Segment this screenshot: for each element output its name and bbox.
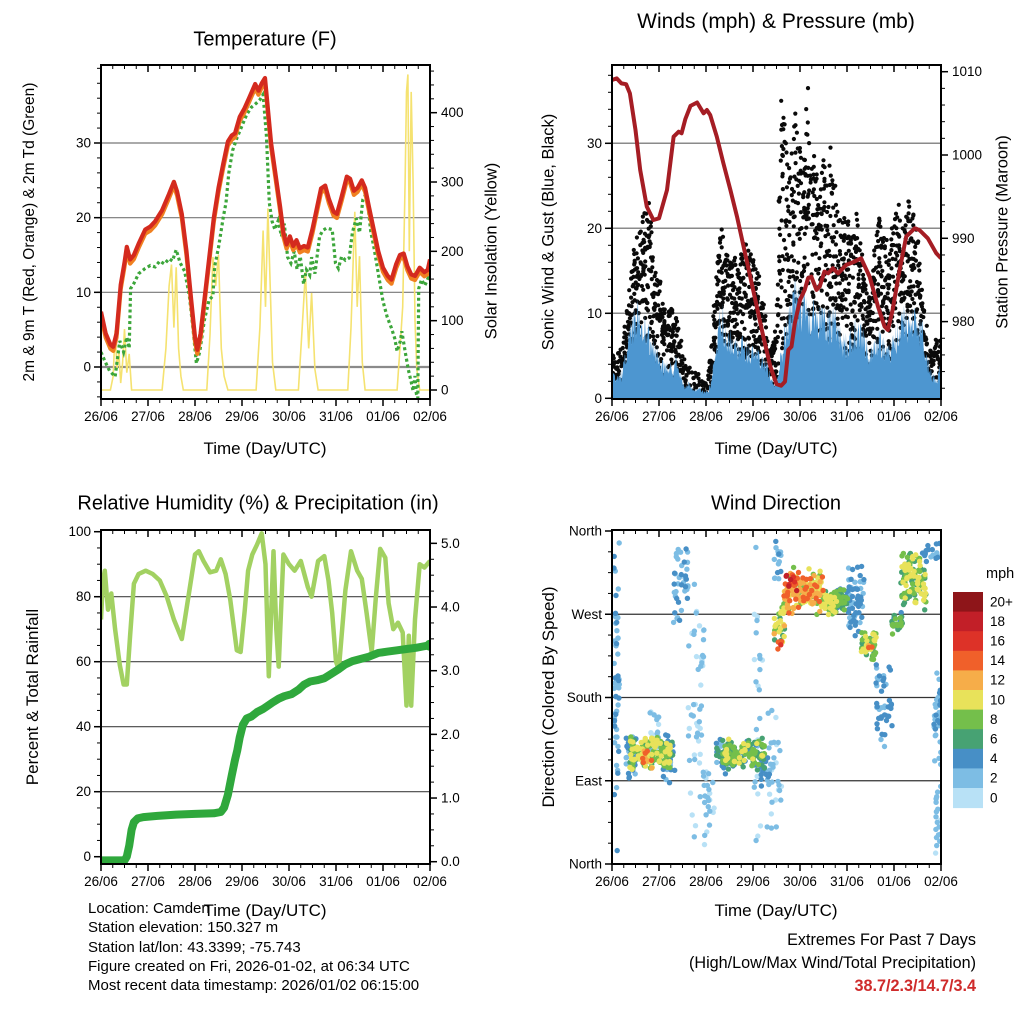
winds-y-axis-label-left: Sonic Wind & Gust (Blue, Black) <box>539 113 558 351</box>
extremes-title: Extremes For Past 7 Days <box>787 931 976 949</box>
svg-text:30/06: 30/06 <box>783 874 817 889</box>
svg-text:28/06: 28/06 <box>178 874 212 889</box>
svg-text:30: 30 <box>75 135 91 151</box>
svg-text:26/06: 26/06 <box>595 874 629 889</box>
svg-text:28/06: 28/06 <box>689 409 723 424</box>
svg-text:East: East <box>574 773 602 789</box>
colorbar-units-label: mph <box>986 566 1015 582</box>
svg-text:02/06: 02/06 <box>413 409 447 424</box>
svg-text:100: 100 <box>68 524 91 540</box>
svg-text:40: 40 <box>75 719 91 735</box>
svg-text:0: 0 <box>83 359 91 375</box>
svg-text:0: 0 <box>990 790 998 806</box>
station-latlon: Station lat/lon: 43.3399; -75.743 <box>88 938 301 956</box>
svg-text:27/06: 27/06 <box>642 874 676 889</box>
svg-text:1000: 1000 <box>952 147 983 163</box>
svg-text:North: North <box>568 856 602 872</box>
wind-direction-x-axis-label: Time (Day/UTC) <box>714 901 838 920</box>
svg-text:5.0: 5.0 <box>441 535 460 551</box>
svg-text:100: 100 <box>441 313 464 329</box>
svg-text:10: 10 <box>990 692 1006 708</box>
svg-text:26/06: 26/06 <box>84 874 118 889</box>
svg-text:20: 20 <box>586 220 602 236</box>
svg-text:31/06: 31/06 <box>830 874 864 889</box>
svg-text:02/06: 02/06 <box>924 409 958 424</box>
temperature-y-axis-label-left: 2m & 9m T (Red, Orange) & 2m Td (Green) <box>21 82 38 382</box>
svg-text:12: 12 <box>990 672 1006 688</box>
svg-text:27/06: 27/06 <box>131 874 165 889</box>
svg-text:29/06: 29/06 <box>736 409 770 424</box>
extremes-subtitle: (High/Low/Max Wind/Total Precipitation) <box>689 954 976 972</box>
svg-text:0.0: 0.0 <box>441 854 460 870</box>
svg-text:30: 30 <box>586 135 602 151</box>
winds-pressure-title: Winds (mph) & Pressure (mb) <box>637 10 915 33</box>
svg-text:2.0: 2.0 <box>441 726 460 742</box>
winds-y-axis-label-right: Station Pressure (Maroon) <box>993 135 1012 329</box>
svg-text:27/06: 27/06 <box>131 409 165 424</box>
svg-text:20+: 20+ <box>990 594 1013 610</box>
svg-text:01/06: 01/06 <box>366 874 400 889</box>
svg-text:60: 60 <box>75 654 91 670</box>
svg-text:29/06: 29/06 <box>736 874 770 889</box>
temperature-plot <box>0 0 512 470</box>
svg-text:West: West <box>571 606 602 622</box>
winds-x-axis-label: Time (Day/UTC) <box>714 439 838 458</box>
svg-text:20: 20 <box>75 784 91 800</box>
svg-text:20: 20 <box>75 210 91 226</box>
rh-y-axis-label-left: Percent & Total Rainfall <box>23 608 42 786</box>
svg-text:400: 400 <box>441 105 464 121</box>
rh-precip-title: Relative Humidity (%) & Precipitation (in) <box>77 492 439 515</box>
svg-text:980: 980 <box>952 314 975 330</box>
svg-text:31/06: 31/06 <box>830 409 864 424</box>
svg-text:3.0: 3.0 <box>441 663 460 679</box>
svg-text:14: 14 <box>990 653 1006 669</box>
svg-text:0: 0 <box>441 382 449 398</box>
svg-text:990: 990 <box>952 230 975 246</box>
wind-direction-title: Wind Direction <box>710 492 842 515</box>
station-info <box>88 899 419 995</box>
svg-text:6: 6 <box>990 731 998 747</box>
winds-pressure-plot <box>512 0 1024 470</box>
temperature-x-axis-label: Time (Day/UTC) <box>203 439 327 458</box>
svg-text:02/06: 02/06 <box>924 874 958 889</box>
extremes-values: 38.7/2.3/14.7/3.4 <box>854 977 976 995</box>
wind-direction-plot <box>512 460 1024 930</box>
svg-text:0: 0 <box>594 390 602 406</box>
svg-text:South: South <box>566 690 602 705</box>
svg-text:28/06: 28/06 <box>178 409 212 424</box>
svg-text:300: 300 <box>441 174 464 190</box>
figure-created-timestamp: Figure created on Fri, 2026-01-02, at 06:34 UTC <box>88 957 410 975</box>
svg-text:30/06: 30/06 <box>783 409 817 424</box>
svg-text:01/06: 01/06 <box>877 874 911 889</box>
temperature-y-axis-label-right: Solar Insolation (Yellow) <box>482 162 501 340</box>
svg-text:01/06: 01/06 <box>877 409 911 424</box>
svg-text:0: 0 <box>83 849 91 865</box>
svg-text:8: 8 <box>990 711 998 727</box>
svg-text:4.0: 4.0 <box>441 599 460 615</box>
svg-text:28/06: 28/06 <box>689 874 723 889</box>
svg-text:2: 2 <box>990 770 998 786</box>
rh-precip-plot <box>0 460 512 930</box>
svg-text:30/06: 30/06 <box>272 409 306 424</box>
svg-text:01/06: 01/06 <box>366 409 400 424</box>
svg-text:10: 10 <box>586 305 602 321</box>
svg-text:North: North <box>568 523 602 539</box>
svg-text:26/06: 26/06 <box>595 409 629 424</box>
station-location: Location: Camden <box>88 900 210 917</box>
wind-direction-y-axis-label: Direction (Colored By Speed) <box>539 586 558 808</box>
svg-text:30/06: 30/06 <box>272 874 306 889</box>
svg-text:16: 16 <box>990 633 1006 649</box>
svg-text:10: 10 <box>75 284 91 300</box>
extremes-summary <box>689 929 976 998</box>
station-elevation: Station elevation: 150.327 m <box>88 919 279 937</box>
svg-text:18: 18 <box>990 613 1006 629</box>
temperature-title: Temperature (F) <box>193 28 337 51</box>
svg-text:29/06: 29/06 <box>225 874 259 889</box>
svg-text:31/06: 31/06 <box>319 409 353 424</box>
svg-text:4: 4 <box>990 751 998 767</box>
svg-text:1010: 1010 <box>952 64 983 80</box>
svg-text:29/06: 29/06 <box>225 409 259 424</box>
svg-text:1.0: 1.0 <box>441 790 460 806</box>
svg-text:200: 200 <box>441 243 464 259</box>
svg-text:31/06: 31/06 <box>319 874 353 889</box>
svg-text:80: 80 <box>75 589 91 605</box>
svg-text:27/06: 27/06 <box>642 409 676 424</box>
most-recent-data-timestamp: Most recent data timestamp: 2026/01/02 06:15:00 <box>88 977 420 995</box>
svg-text:26/06: 26/06 <box>84 409 118 424</box>
svg-text:02/06: 02/06 <box>413 874 447 889</box>
rh-x-axis-label: Time (Day/UTC) <box>203 901 327 920</box>
